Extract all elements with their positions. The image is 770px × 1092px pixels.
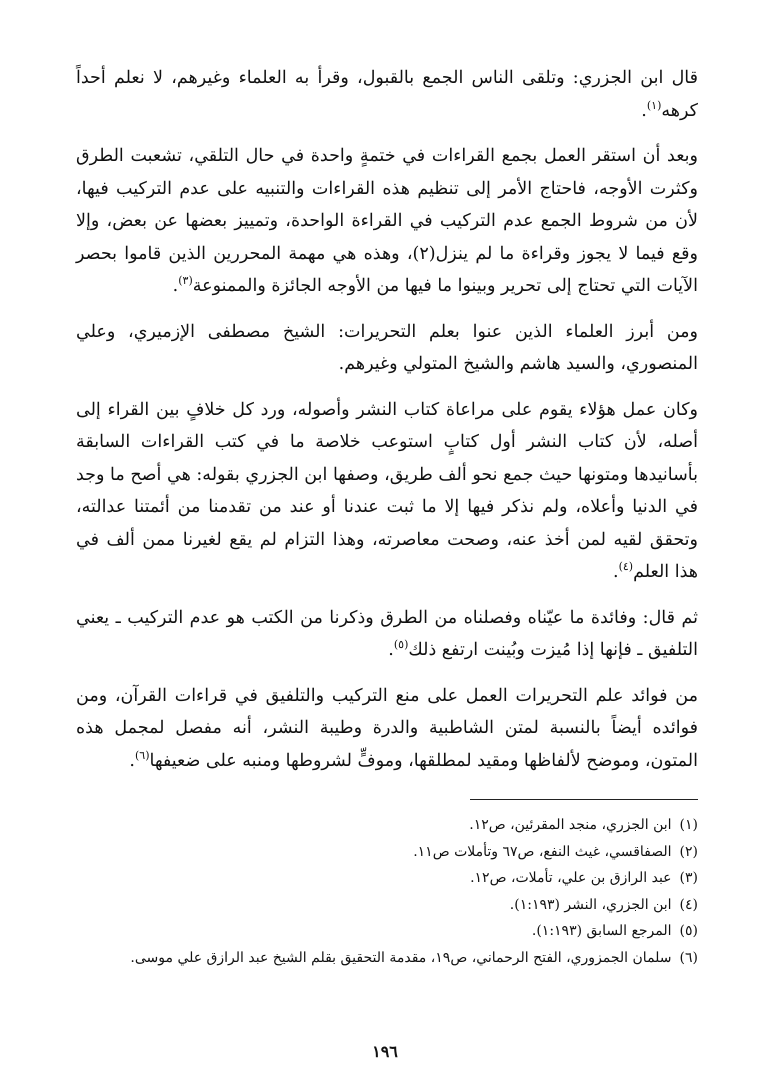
- paragraph-1: قال ابن الجزري: وتلقى الناس الجمع بالقبول، وقرأ به العلماء وغيرهم، لا نعلم أحداً كرهه$^{(١)}$.: [76, 68, 698, 121]
- footnote-ref-4: (٤): [618, 560, 634, 574]
- footnote-ref-1: (١): [646, 98, 662, 112]
- footnote-6: (٦) سلمان الجمزوري، الفتح الرحماني، ص١٩، مقدمة التحقيق بقلم الشيخ عبد الرازق علي موسى.: [130, 949, 698, 966]
- paragraph-2: وبعد أن استقر العمل بجمع القراءات في ختمةٍ واحدة في حال التلقي، تشعبت الطرق وكثرت الأوجه، فاحتاج الأمر إلى تنظيم هذه القراءات والتنبيه على عدم التركيب فيها، لأن من شروط الجمع عدم التركيب في القراءة الواحدة، وتمييز بعضها عن بعض، وإلا وقع فيما لا يجوز وقراءة ما لم ينزل(٢)، وهذه هي مهمة المحررين الذين قاموا بحصر الآيات التي تحتاج إلى تحرير وبينوا ما فيها من الأوجه الجائزة والممنوعة$^{(٣)}$.: [76, 146, 698, 296]
- footnotes: [76, 812, 698, 971]
- footnote-2: (٢) الصفاقسي، غيث النفع، ص٦٧ وتأملات ص١١.: [413, 843, 698, 860]
- paragraph-3: ومن أبرز العلماء الذين عنوا بعلم التحريرات: الشيخ مصطفى الإزميري، وعلي المنصوري، والسيد هاشم والشيخ المتولي وغيرهم.: [76, 321, 698, 374]
- footnote-1: (١) ابن الجزري، منجد المقرئين، ص١٢.: [469, 817, 698, 833]
- footnote-ref-6: (٦): [134, 748, 150, 762]
- footnote-ref-3: (٣): [178, 274, 193, 288]
- footnote-4: (٤) ابن الجزري، النشر (١:١٩٣).: [509, 896, 698, 913]
- page-number: ١٩٦: [372, 1042, 398, 1061]
- paragraph-6: من فوائد علم التحريرات العمل على منع التركيب والتلفيق في قراءات القرآن، ومن فوائده أيضاً بالنسبة لمتن الشاطبية والدرة وطيبة النشر، أنه مفصل لمجمل هذه المتون، وموضح لألفاظها ومقيد لمطلقها، وموفٍّ لشروطها ومنبه على ضعيفها$^{(٦)}$.: [76, 685, 698, 771]
- paragraph-4: وكان عمل هؤلاء يقوم على مراعاة كتاب النشر وأصوله، ورد كل خلافٍ بين القراء إلى أصله، لأن كتاب النشر أول كتابٍ استوعب خلاصة ما في كتب القراءات السابقة بأسانيدها ومتونها حيث جمع نحو ألف طريق، وصفها ابن الجزري بقوله: هي أصح ما وجد في الدنيا وأعلاه، ولم نذكر فيها إلا ما ثبت عندنا أو عند من تقدمنا من أئمتنا عدالته، وتحقق لقيه لمن أخذ عنه، وصحت معاصرته، وهذا التزام لم يقع لغيرنا ممن ألف في هذا العلم$^{(٤)}$.: [76, 399, 698, 582]
- paragraph-5: ثم قال: وفائدة ما عيّناه وفصلناه من الطرق وذكرنا من الكتب هو عدم التركيب ـ يعني التلفيق ـ فإنها إذا مُيزت وبُينت ارتفع ذلك$^{(٥)}$.: [76, 607, 698, 660]
- footnote-divider: [470, 799, 698, 800]
- body-text: [76, 62, 698, 777]
- footnote-ref-5: (٥): [393, 638, 409, 652]
- footnote-3: (٣) عبد الرازق بن علي، تأملات، ص١٢.: [470, 870, 698, 886]
- footnote-5: (٥) المرجع السابق (١:١٩٣).: [531, 923, 698, 939]
